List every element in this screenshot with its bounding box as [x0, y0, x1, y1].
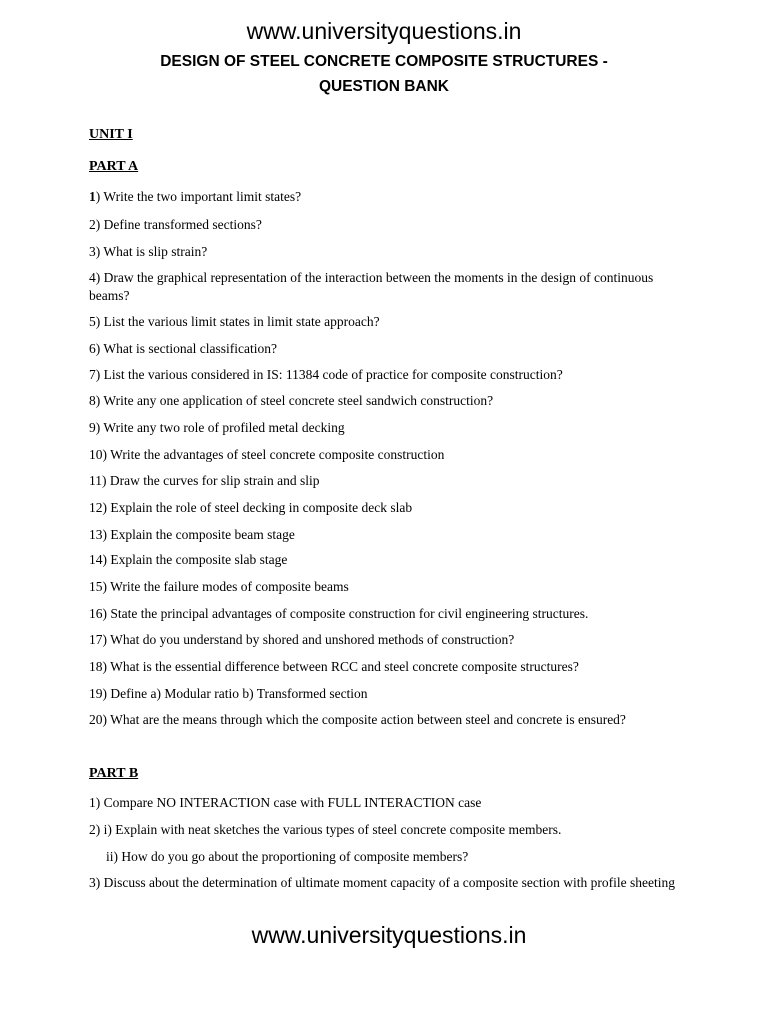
question-item: 6) What is sectional classification?	[89, 341, 277, 356]
question-item: 12) Explain the role of steel decking in composite deck slab	[89, 500, 413, 515]
question-item: 14) Explain the composite slab stage	[89, 552, 288, 567]
question-item: 7) List the various considered in IS: 11384 code of practice for composite construction?	[89, 367, 563, 382]
document-title	[0, 49, 768, 99]
question-item: 17) What do you understand by shored and unshored methods of construction?	[89, 632, 515, 647]
question-text: ) Write the two important limit states?	[95, 189, 302, 204]
footer-site-url: www.universityquestions.in	[251, 922, 527, 948]
question-item: 11) Draw the curves for slip strain and slip	[89, 473, 320, 488]
question-item: 2) Define transformed sections?	[89, 217, 262, 232]
question-number: 1	[89, 189, 96, 204]
title-line-2: QUESTION BANK	[318, 78, 450, 95]
question-item: 4) Draw the graphical representation of the interaction between the moments in the design of continuous beams?	[89, 270, 654, 303]
question-item	[89, 188, 689, 206]
title-line-1: DESIGN OF STEEL CONCRETE COMPOSITE STRUCTURES -	[160, 53, 608, 70]
question-item: 1) Compare NO INTERACTION case with FULL INTERACTION case	[89, 795, 482, 810]
question-item: 18) What is the essential difference between RCC and steel concrete composite structures?	[89, 659, 579, 674]
question-item: 13) Explain the composite beam stage	[89, 527, 295, 542]
unit-heading: UNIT I	[89, 127, 133, 142]
question-item: 19) Define a) Modular ratio b) Transformed section	[89, 686, 368, 701]
question-item: 15) Write the failure modes of composite beams	[89, 579, 349, 594]
part-b-heading: PART B	[89, 766, 139, 781]
question-item: 3) What is slip strain?	[89, 244, 208, 259]
header-site-url: www.universityquestions.in	[246, 18, 522, 44]
question-item: 5) List the various limit states in limit state approach?	[89, 314, 380, 329]
part-b-list	[89, 794, 689, 892]
part-a-list	[89, 188, 689, 729]
question-item: 8) Write any one application of steel concrete steel sandwich construction?	[89, 393, 494, 408]
question-item: ii) How do you go about the proportioning of composite members?	[106, 849, 469, 864]
question-item: 20) What are the means through which the composite action between steel and concrete is ensured?	[89, 712, 626, 727]
question-bank-content	[89, 126, 689, 892]
question-item: 2) i) Explain with neat sketches the various types of steel concrete composite members.	[89, 822, 562, 837]
question-item: 9) Write any two role of profiled metal decking	[89, 420, 345, 435]
question-item: 3) Discuss about the determination of ultimate moment capacity of a composite section with profile sheeting	[89, 875, 675, 890]
question-item: 16) State the principal advantages of composite construction for civil engineering structures.	[89, 606, 589, 621]
question-item: 10) Write the advantages of steel concrete composite construction	[89, 447, 445, 462]
part-a-heading: PART A	[89, 159, 139, 174]
